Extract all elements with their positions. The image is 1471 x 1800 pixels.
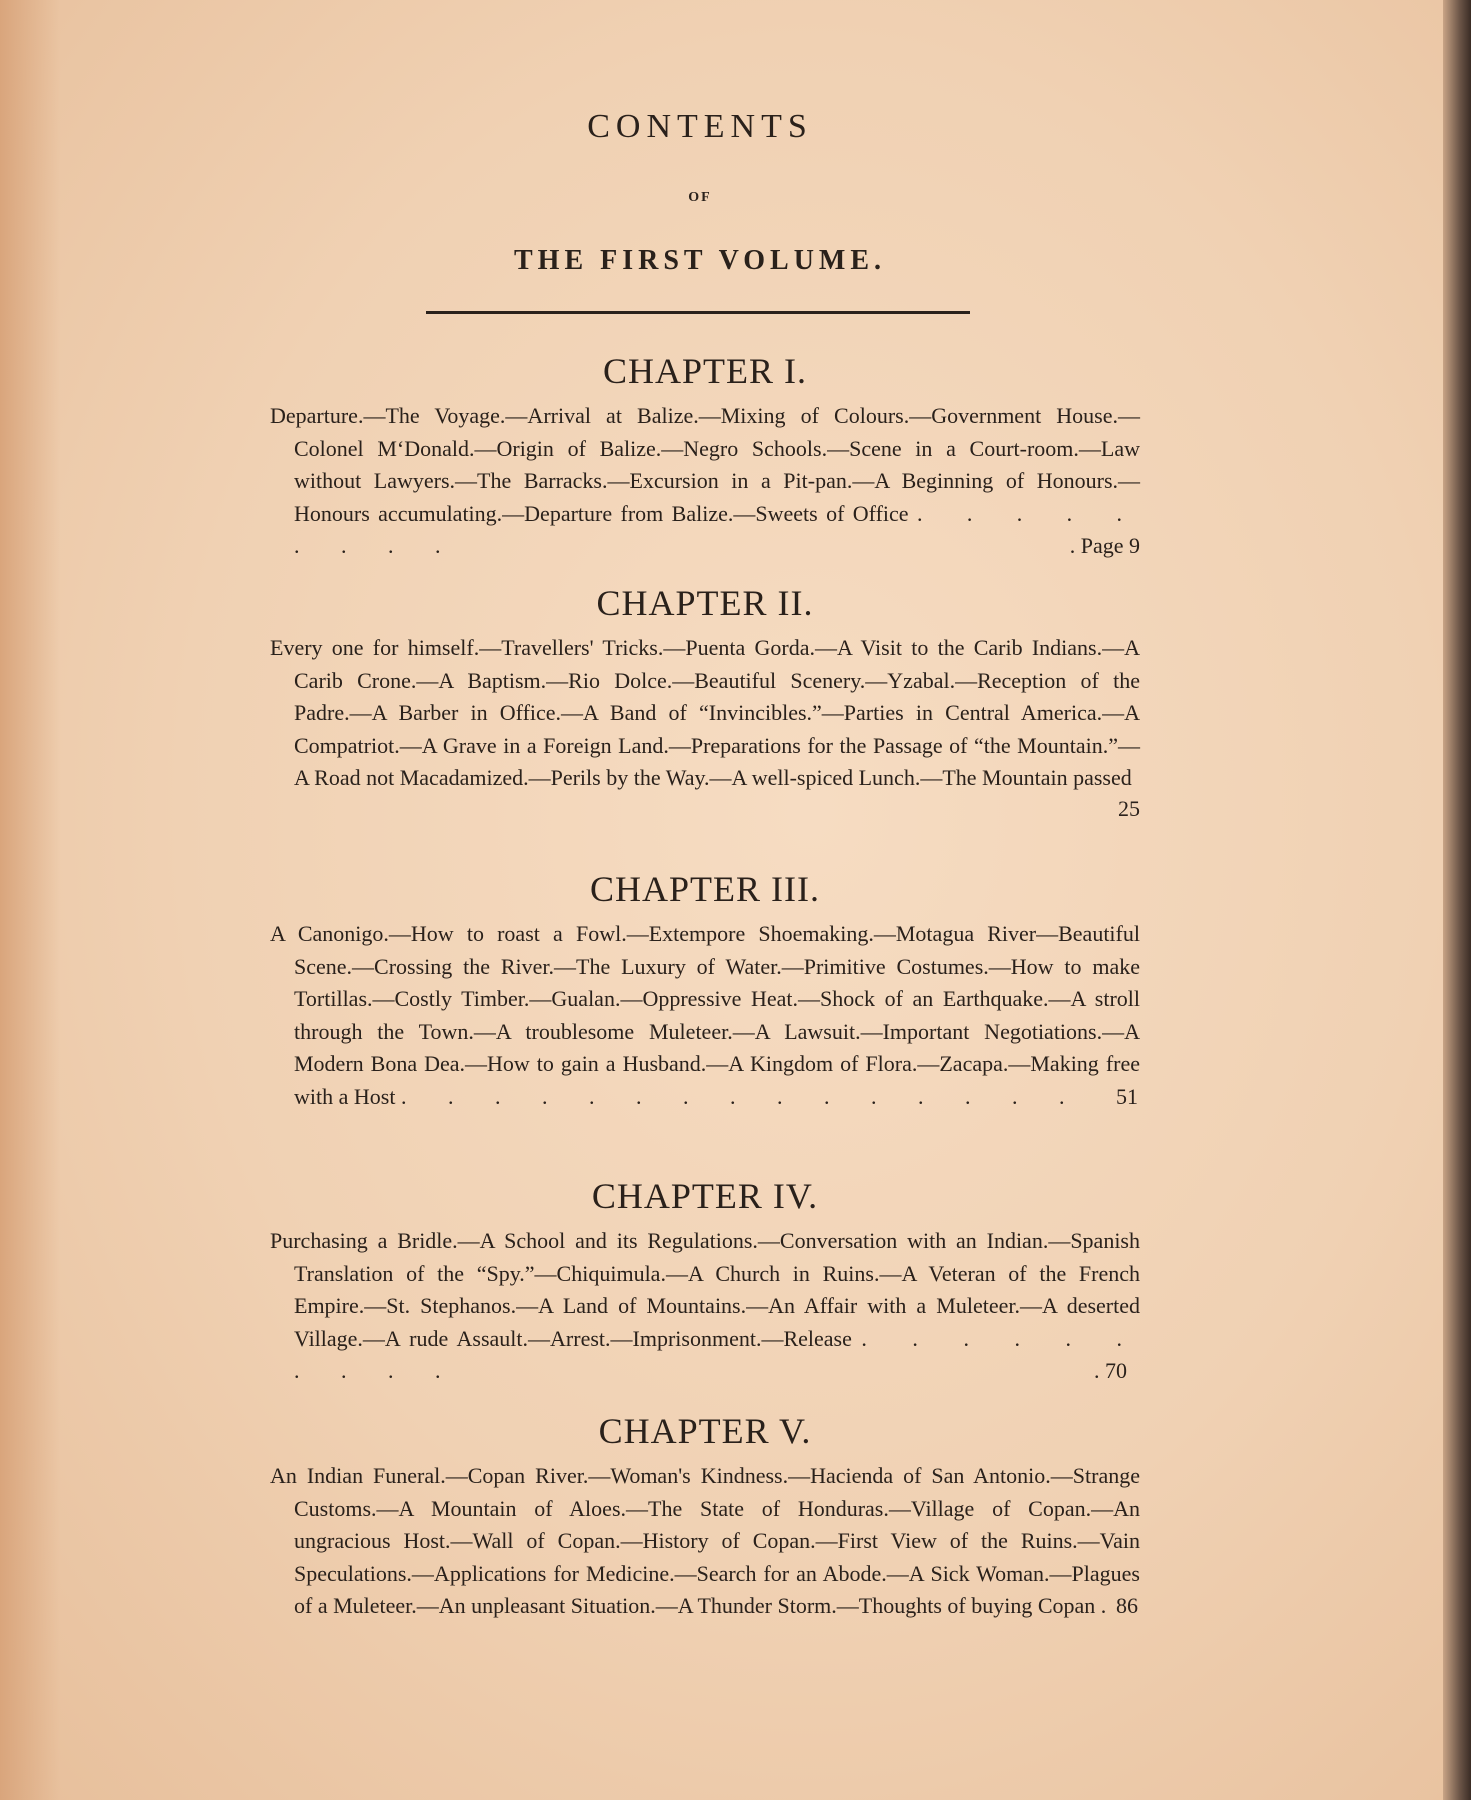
chapter-heading: CHAPTER IV.	[591, 1176, 819, 1216]
chapter-heading: CHAPTER V.	[598, 1411, 812, 1451]
dot-leaders: .	[1100, 1593, 1107, 1618]
chapter-summary-text: Departure.—The Voyage.—Arrival at Balize.—Mixing of Colours.—Government House.—Colonel M‘Donald.—Origin of Balize.—Negro Schools.—Scene in a Court-room.—Law without Lawyers.—The Barracks.—Excursion in a Pit-pan.—A Beginning of Honours.—Honours accumulating.—Departure from Balize.—Sweets of Office	[270, 403, 1140, 526]
chapter-5-entry	[270, 1410, 1140, 1623]
page-subtitle: THE FIRST VOLUME.	[513, 245, 887, 276]
title-connector: OF	[688, 190, 712, 205]
chapter-1-entry	[270, 350, 1140, 563]
chapter-heading: CHAPTER III.	[590, 869, 820, 909]
book-cover-edge	[1443, 0, 1471, 1800]
chapter-summary	[270, 400, 1140, 563]
chapter-summary-text: A Canonigo.—How to roast a Fowl.—Extempore Shoemaking.—Motagua River—Beautiful Scene.—Crossing the River.—The Luxury of Water.—Primitive Costumes.—How to make Tortillas.—Costly Timber.—Gualan.—Oppressive Heat.—Shock of an Earthquake.—A stroll through the Town.—A troublesome Muleteer.—A Lawsuit.—Important Negotiations.—A Modern Bona Dea.—How to gain a Husband.—A Kingdom of Flora.—Zacapa.—Making free with a Host	[270, 921, 1140, 1109]
chapter-3-entry	[270, 868, 1140, 1113]
chapter-heading: CHAPTER I.	[602, 351, 807, 391]
chapter-summary-text: An Indian Funeral.—Copan River.—Woman's Kindness.—Hacienda of San Antonio.—Strange Customs.—A Mountain of Aloes.—The State of Honduras.—Village of Copan.—An ungracious Host.—Wall of Copan.—History of Copan.—First View of the Ruins.—Vain Speculations.—Applications for Medicine.—Search for an Abode.—A Sick Woman.—Plagues of a Muleteer.—An unpleasant Situation.—A Thunder Storm.—Thoughts of buying Copan	[270, 1463, 1140, 1618]
title-divider	[426, 311, 970, 314]
chapter-4-entry	[270, 1175, 1140, 1388]
chapter-heading: CHAPTER II.	[596, 583, 814, 623]
dot-leaders: . . . . . . . . .	[294, 500, 1141, 558]
chapter-summary-text: Purchasing a Bridle.—A School and its Regulations.—Conversation with an Indian.—Spanish Translation of the “Spy.”—Chiquimula.—A Church in Ruins.—A Veteran of the French Empire.—St. Stephanos.—A Land of Mountains.—An Affair with a Muleteer.—A deserted Village.—A rude Assault.—Arrest.—Imprisonment.—Release	[270, 1228, 1140, 1351]
page-number: . 70	[1094, 1358, 1127, 1383]
dot-leaders: . . . . . . . . . . . . . . .	[400, 1083, 1083, 1109]
chapter-summary: An Indian Funeral.—Copan River.—Woman's Kindness.—Hacienda of San Antonio.—Strange Customs.—A Mountain of Aloes.—The State of Honduras.—Village of Copan.—An ungracious Host.—Wall of Copan.—History of Copan.—First View of the Ruins.—Vain Speculations.—Applications for Medicine.—Search for an Abode.—A Sick Woman.—Plagues of a Muleteer.—An unpleasant Situation.—A Thunder Storm.—Thoughts of buying Copan . 86	[270, 1463, 1140, 1618]
chapter-2-entry	[270, 582, 1140, 823]
dot-leaders: . . . . . . . . . .	[294, 1325, 1141, 1383]
page-number: . Page 9	[1069, 533, 1140, 558]
page-number: 25	[1118, 795, 1140, 821]
page-title: CONTENTS	[587, 108, 813, 145]
chapter-summary-text: Every one for himself.—Travellers' Tricks.—Puenta Gorda.—A Visit to the Carib Indians.—A Carib Crone.—A Baptism.—Rio Dolce.—Beautiful Scenery.—Yzabal.—Reception of the Padre.—A Barber in Office.—A Band of “Invincibles.”—Parties in Central America.—A Compatriot.—A Grave in a Foreign Land.—Preparations for the Passage of “the Mountain.”—A Road not Macadamized.—Perils by the Way.—A well-spiced Lunch.—The Mountain passed	[270, 635, 1140, 790]
chapter-summary	[270, 1225, 1140, 1388]
chapter-summary	[270, 632, 1140, 795]
chapter-summary: A Canonigo.—How to roast a Fowl.—Extempore Shoemaking.—Motagua River—Beautiful Scene.—Crossing the River.—The Luxury of Water.—Primitive Costumes.—How to make Tortillas.—Costly Timber.—Gualan.—Oppressive Heat.—Shock of an Earthquake.—A stroll through the Town.—A troublesome Muleteer.—A Lawsuit.—Important Negotiations.—A Modern Bona Dea.—How to gain a Husband.—A Kingdom of Flora.—Zacapa.—Making free with a Host . . . . . . . . . . . . . . . 51	[270, 921, 1140, 1109]
